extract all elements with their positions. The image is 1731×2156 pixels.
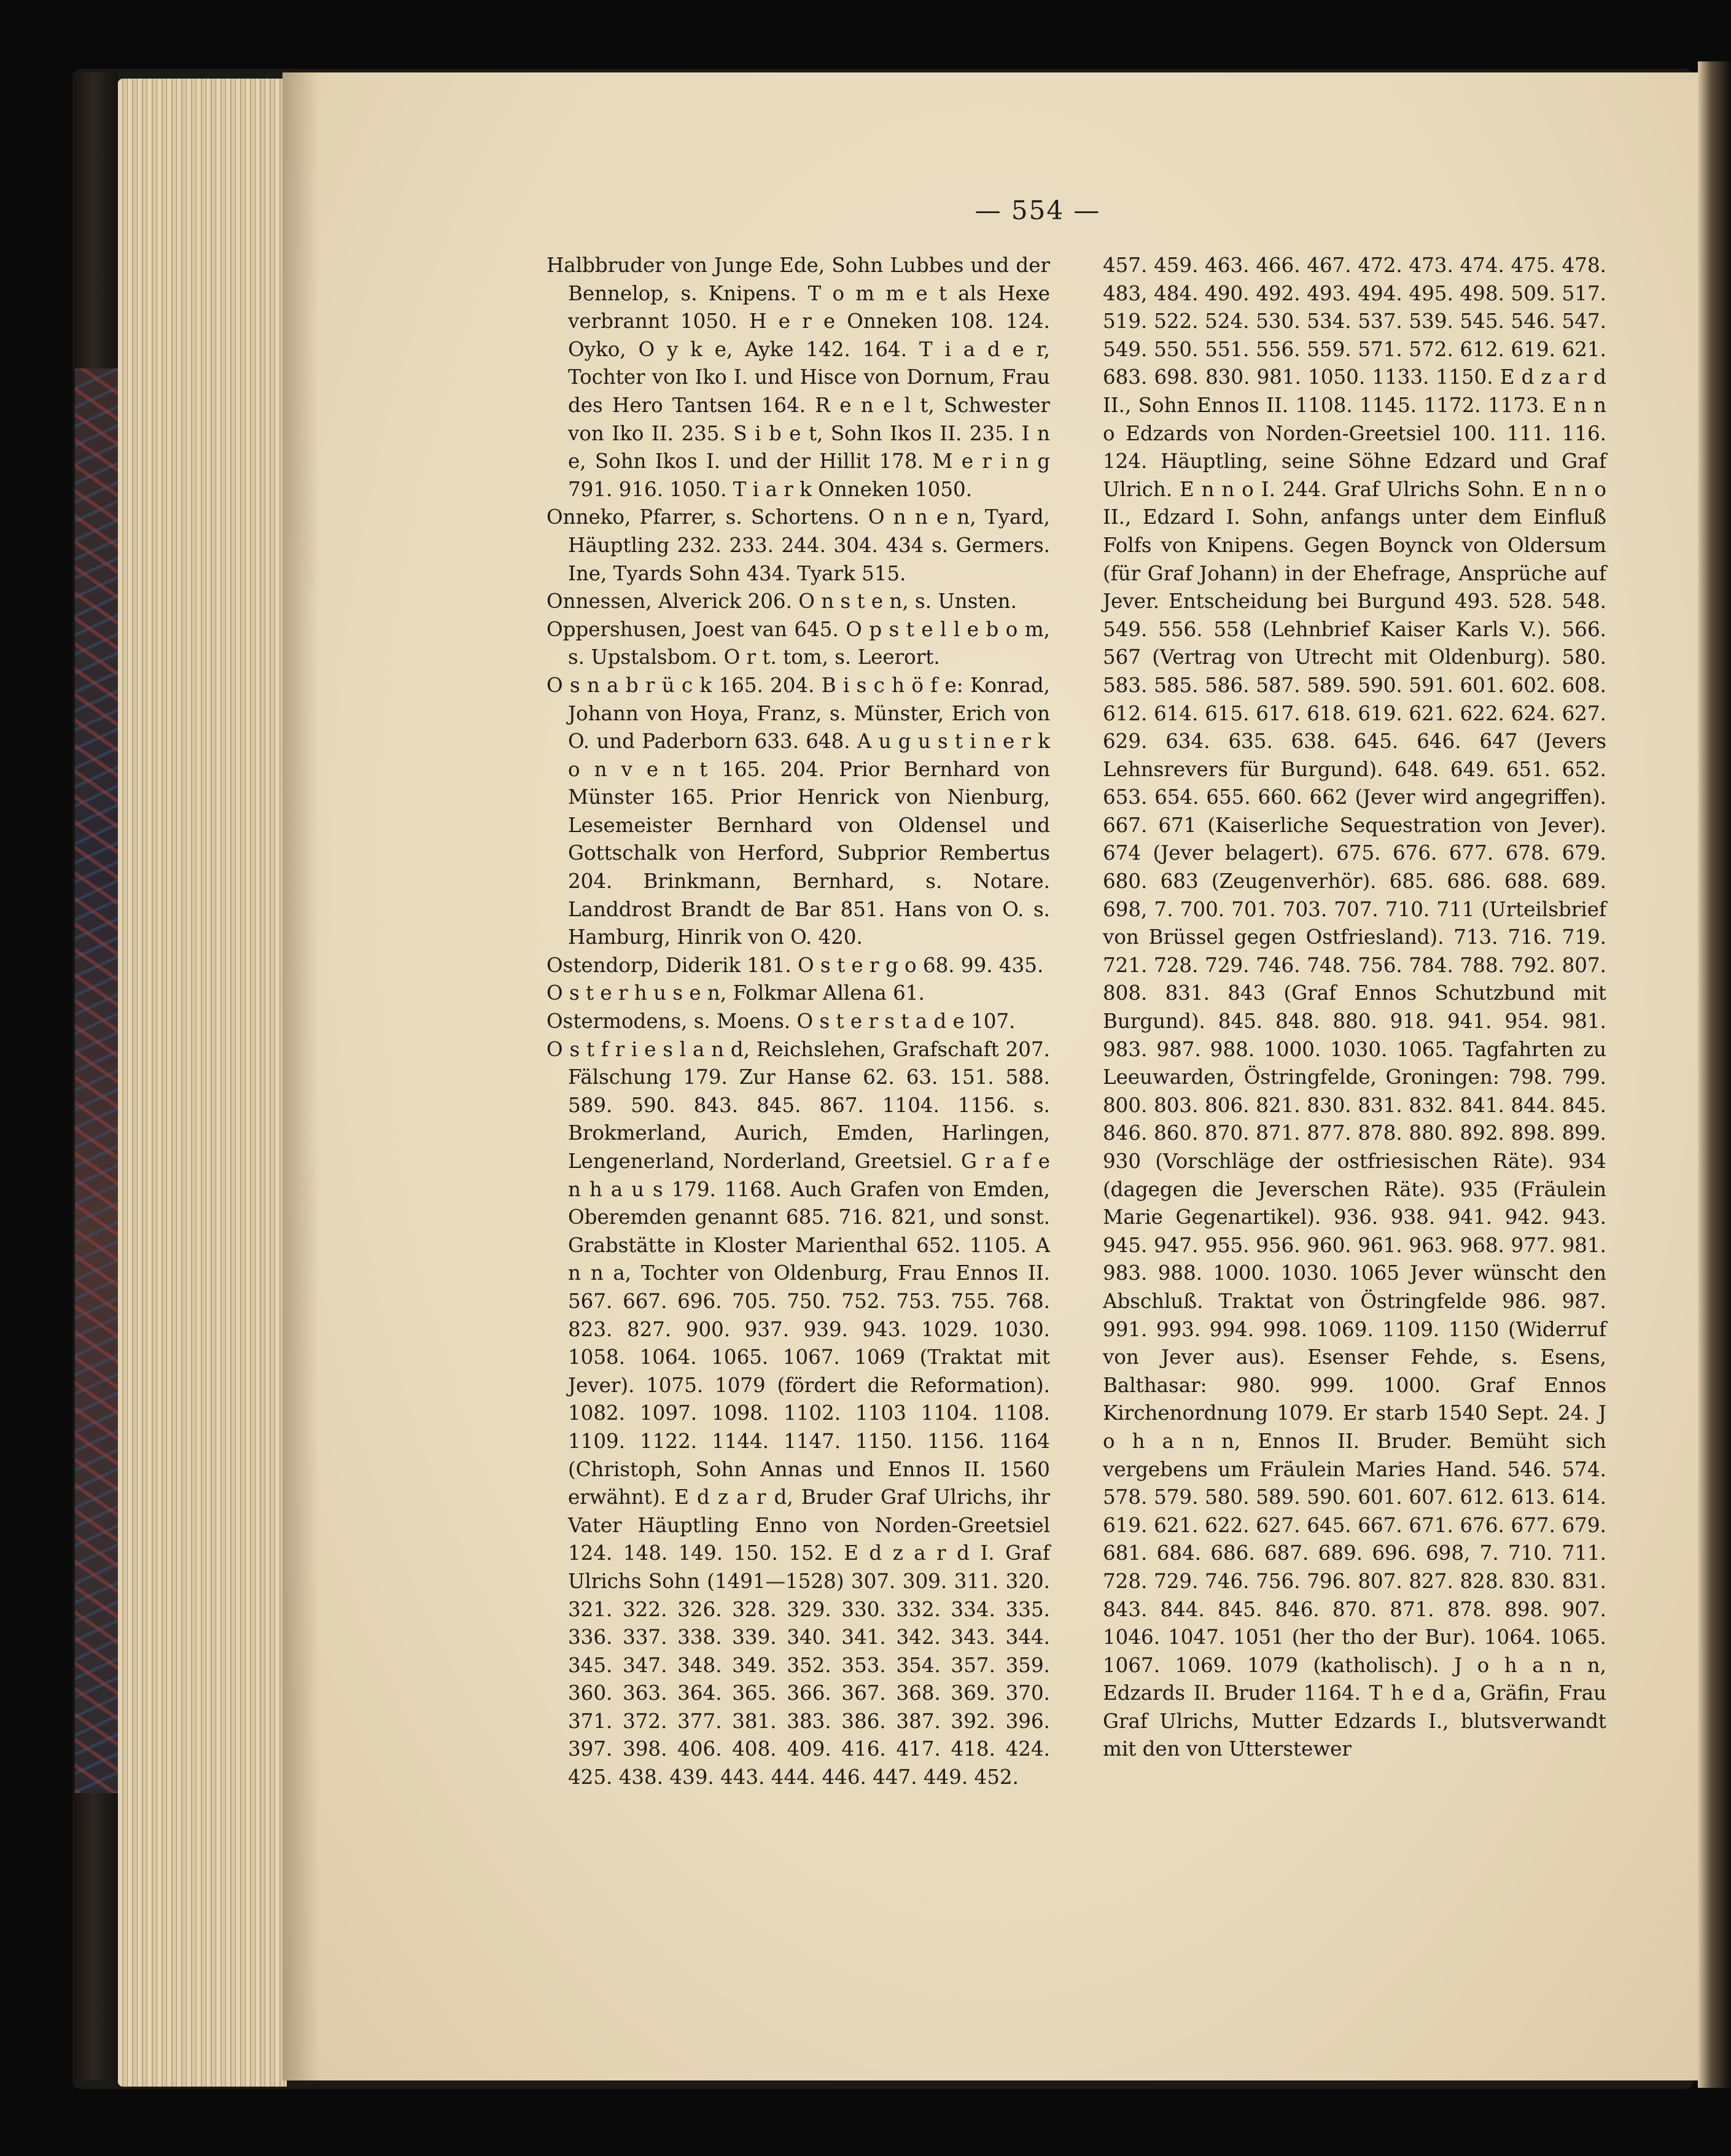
index-entry: Oppershusen, Joest van 645. O p s t e l l e b o m, s. Upstalsbom. O r t. tom, s. Leerort.: [547, 617, 1050, 669]
page-number: — 554 —: [974, 195, 1101, 225]
index-entry: Halbbruder von Junge Ede, Sohn Lubbes und der Bennelop, s. Knipens. T o m m e t als Hexe verbrannt 1050. H e r e Onneken 108. 124. Oyko, O y k e, Ayke 142. 164. T i a d e r, Tochter von Iko I. und Hisce von Dornum, Frau des Hero Tantsen 164. R e n e l t, Schwester von Iko II. 235. S i b e t, Sohn Ikos II. 235. I n e, Sohn Ikos I. und der Hillit 178. M e r i n g 791. 916. 1050. T i a r k Onneken 1050.: [547, 254, 1050, 501]
index-entry: Onnessen, Alverick 206. O n s t e n, s. Unsten.: [547, 590, 1017, 613]
page-gutter-shadow: [282, 72, 319, 2080]
index-column-left: [547, 252, 1050, 1792]
index-entry: O s t f r i e s l a n d, Reichslehen, Grafschaft 207. Fälschung 179. Zur Hanse 62. 63. 151. 588. 589. 590. 843. 845. 867. 1104. 1156. s. Brokmerland, Aurich, Emden, Harlingen, Lengenerland, Norderland, Greetsiel. G r a f e n h a u s 179. 1168. Auch Grafen von Emden, Oberemden genannt 685. 716. 821, und sonst. Grabstätte in Kloster Marienthal 652. 1105. A n n a, Tochter von Oldenburg, Frau Ennos II. 567. 667. 696. 705. 750. 752. 753. 755. 768. 823. 827. 900. 937. 939. 943. 1029. 1030. 1058. 1064. 1065. 1067. 1069 (Traktat mit Jever). 1075. 1079 (fördert die Reformation). 1082. 1097. 1098. 1102. 1103 1104. 1108. 1109. 1122. 1144. 1147. 1150. 1156. 1164 (Christoph, Sohn Annas und Ennos II. 1560 erwähnt). E d z a r d, Bruder Graf Ulrichs, ihr Vater Häuptling Enno von Norden-Greetsiel 124. 148. 149. 150. 152. E d z a r d I. Graf Ulrichs Sohn (1491—1528) 307. 309. 311. 320. 321. 322. 326. 328. 329. 330. 332. 334. 335. 336. 337. 338. 339. 340. 341. 342. 343. 344. 345. 347. 348. 349. 352. 353. 354. 357. 359. 360. 363. 364. 365. 366. 367. 368. 369. 370. 371. 372. 377. 381. 383. 386. 387. 392. 396. 397. 398. 406. 408. 409. 416. 417. 418. 424. 425. 438. 439. 443. 444. 446. 447. 449. 452.: [547, 1037, 1050, 1789]
index-entry: Onneko, Pfarrer, s. Schortens. O n n e n, Tyard, Häuptling 232. 233. 244. 304. 434 s. Germers. Ine, Tyards Sohn 434. Tyark 515.: [547, 505, 1050, 585]
index-entry: O s n a b r ü c k 165. 204. B i s c h ö f e: Konrad, Johann von Hoya, Franz, s. Münster, Erich von O. und Paderborn 633. 648. A u g u s t i n e r k o n v e n t 165. 204. Prior Bernhard von Münster 165. Prior Henrick von Nienburg, Lesemeister Bernhard von Oldensel und Gottschalk von Herford, Subprior Rembertus 204. Brinkmann, Bernhard, s. Notare. Landdrost Brandt de Bar 851. Hans von O. s. Hamburg, Hinrik von O. 420.: [547, 673, 1050, 949]
index-entry: O s t e r h u s e n, Folkmar Allena 61.: [547, 981, 925, 1005]
index-column-right: [1103, 252, 1606, 1764]
marbled-endpaper: [75, 368, 118, 1793]
index-entry: Ostendorp, Diderik 181. O s t e r g o 68. 99. 435.: [547, 953, 1044, 977]
facing-page-edge: [1698, 61, 1731, 2088]
page-edges: [118, 79, 287, 2087]
index-entry-continued: 457. 459. 463. 466. 467. 472. 473. 474. 475. 478. 483, 484. 490. 492. 493. 494. 495. 498. 509. 517. 519. 522. 524. 530. 534. 537. 539. 545. 546. 547. 549. 550. 551. 556. 559. 571. 572. 612. 619. 621. 683. 698. 830. 981. 1050. 1133. 1150. E d z a r d II., Sohn Ennos II. 1108. 1145. 1172. 1173. E n n o Edzards von Norden-Greetsiel 100. 111. 116. 124. Häuptling, seine Söhne Edzard und Graf Ulrich. E n n o I. 244. Graf Ulrichs Sohn. E n n o II., Edzard I. Sohn, anfangs unter dem Einfluß Folfs von Knipens. Gegen Boynck von Oldersum (für Graf Johann) in der Ehefrage, Ansprüche auf Jever. Entscheidung bei Burgund 493. 528. 548. 549. 556. 558 (Lehnbrief Kaiser Karls V.). 566. 567 (Vertrag von Utrecht mit Oldenburg). 580. 583. 585. 586. 587. 589. 590. 591. 601. 602. 608. 612. 614. 615. 617. 618. 619. 621. 622. 624. 627. 629. 634. 635. 638. 645. 646. 647 (Jevers Lehnsrevers für Burgund). 648. 649. 651. 652. 653. 654. 655. 660. 662 (Jever wird angegriffen). 667. 671 (Kaiserliche Sequestration von Jever). 674 (Jever belagert). 675. 676. 677. 678. 679. 680. 683 (Zeugenverhör). 685. 686. 688. 689. 698, 7. 700. 701. 703. 707. 710. 711 (Urteilsbrief von Brüssel gegen Ostfriesland). 713. 716. 719. 721. 728. 729. 746. 748. 756. 784. 788. 792. 807. 808. 831. 843 (Graf Ennos Schutzbund mit Burgund). 845. 848. 880. 918. 941. 954. 981. 983. 987. 988. 1000. 1030. 1065. Tagfahrten zu Leeuwarden, Östringfelde, Groningen: 798. 799. 800. 803. 806. 821. 830. 831. 832. 841. 844. 845. 846. 860. 870. 871. 877. 878. 880. 892. 898. 899. 930 (Vorschläge der ostfriesischen Räte). 934 (dagegen die Jeverschen Räte). 935 (Fräulein Marie Gegenartikel). 936. 938. 941. 942. 943. 945. 947. 955. 956. 960. 961. 963. 968. 977. 981. 983. 988. 1000. 1030. 1065 Jever wünscht den Abschluß. Traktat von Östringfelde 986. 987. 991. 993. 994. 998. 1069. 1109. 1150 (Widerruf von Jever aus). Esenser Fehde, s. Esens, Balthasar: 980. 999. 1000. Graf Ennos Kirchenordnung 1079. Er starb 1540 Sept. 24. J o h a n n, Ennos II. Bruder. Bemüht sich vergebens um Fräulein Maries Hand. 546. 574. 578. 579. 580. 589. 590. 601. 607. 612. 613. 614. 619. 621. 622. 627. 645. 667. 671. 676. 677. 679. 681. 684. 686. 687. 689. 696. 698, 7. 710. 711. 728. 729. 746. 756. 796. 807. 827. 828. 830. 831. 843. 844. 845. 846. 870. 871. 878. 898. 907. 1046. 1047. 1051 (her tho der Bur). 1064. 1065. 1067. 1069. 1079 (katholisch). J o h a n n, Edzards II. Bruder 1164. T h e d a, Gräfin, Frau Graf Ulrichs, Mutter Edzards I., blutsverwandt mit den von Utterstewer: [1103, 254, 1606, 1761]
index-entry: Ostermodens, s. Moens. O s t e r s t a d e 107.: [547, 1010, 1016, 1033]
